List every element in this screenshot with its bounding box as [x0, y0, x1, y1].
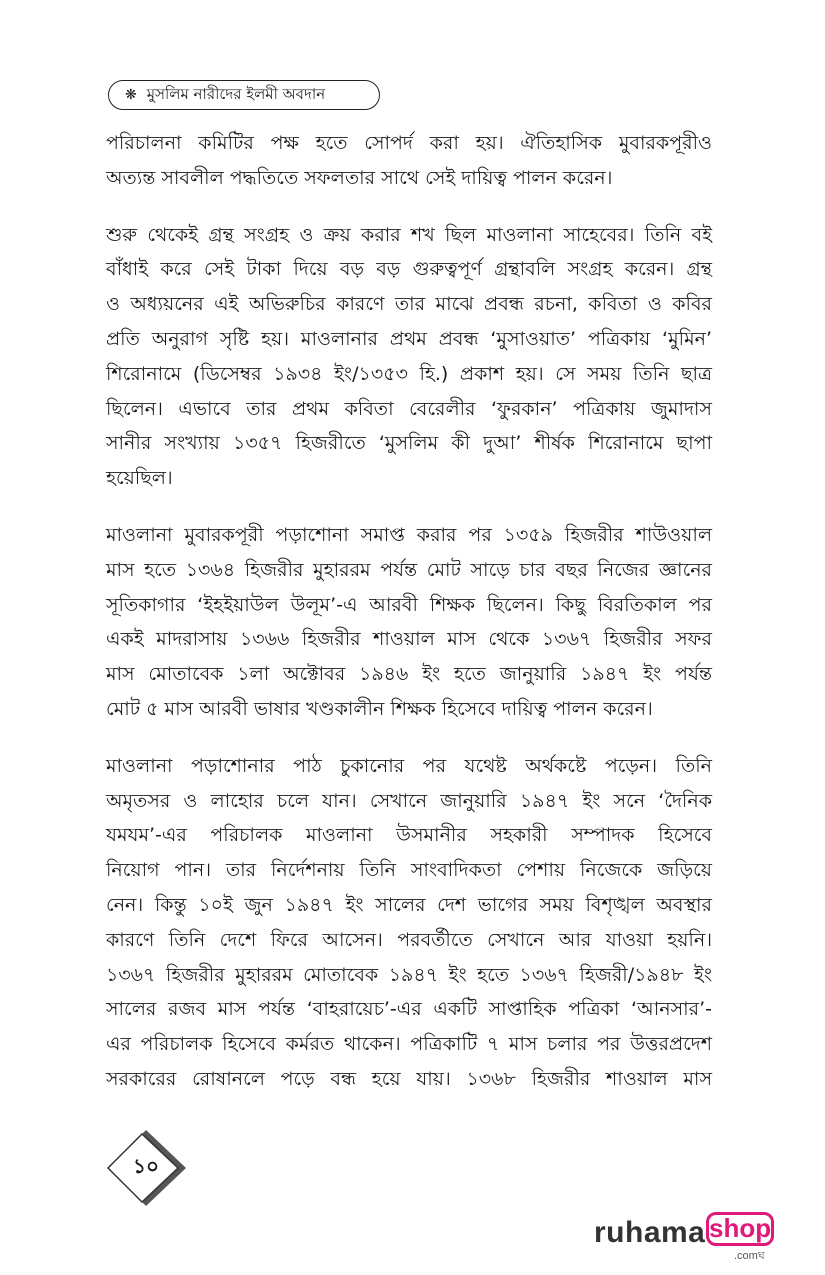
running-header-title: মুসলিম নারীদের ইলমী অবদান	[146, 84, 326, 103]
paragraph-1	[106, 126, 712, 196]
text-line: মোট ৫ মাস আরবী ভাষার খণ্ডকালীন শিক্ষক হিসেবে দায়িত্ব পালন করেন।	[106, 697, 653, 720]
text-line: মাস হতে ১৩৬৪ হিজরীর মুহাররম পর্যন্ত মোট সাড়ে চার বছর নিজের জ্ঞানের	[106, 558, 712, 581]
text-line: একই মাদরাসায় ১৩৬৬ হিজরীর শাওয়াল মাস থেকে ১৩৬৭ হিজরীর সফর	[106, 628, 712, 651]
logo-shop-badge: shop	[706, 1212, 774, 1246]
page-number-badge	[100, 1128, 190, 1208]
text-line: যমযম’-এর পরিচালক মাওলানা উসমানীর সহকারী সম্পাদক হিসেবে	[106, 824, 712, 847]
text-line: ছিলেন। এভাবে তার প্রথম কবিতা বেরেলীর ‘ফুরকান’ পত্রিকায় জুমাদাস	[106, 397, 712, 420]
publisher-logo	[594, 1210, 784, 1260]
text-line: শিরোনামে (ডিসেম্বর ১৯৩৪ ইং/১৩৫৩ হি.) প্রকাশ হয়। সে সময় তিনি ছাত্র	[106, 362, 712, 385]
text-line: অত্যন্ত সাবলীল পদ্ধতিতে সফলতার সাথে সেই দায়িত্ব পালন করেন।	[106, 166, 613, 189]
text-line: বাঁধাই করে সেই টাকা দিয়ে বড় বড় গুরুত্বপূর্ণ গ্রন্থাবলি সংগ্রহ করেন। গ্রন্থ	[106, 258, 712, 281]
text-line: অমৃতসর ও লাহোর চলে যান। সেখানে জানুয়ারি ১৯৪৭ ইং সনে ‘দৈনিক	[106, 789, 712, 812]
paragraph-2	[106, 218, 712, 496]
text-line: এর পরিচালক হিসেবে কর্মরত থাকেন। পত্রিকাটি ৭ মাস চলার পর উত্তরপ্রদেশ	[106, 1033, 712, 1056]
text-line: মাওলানা মুবারকপূরী পড়াশোনা সমাপ্ত করার পর ১৩৫৯ হিজরীর শাউওয়াল	[106, 523, 712, 546]
text-line: ১৩৬৭ হিজরীর মুহাররম মোতাবেক ১৯৪৭ ইং হতে ১৩৬৭ হিজরী/১৯৪৮ ইং	[106, 963, 712, 986]
logo-domain-text: .comঘ	[734, 1250, 765, 1262]
text-line: কারণে তিনি দেশে ফিরে আসেন। পরবর্তীতে সেখানে আর যাওয়া হয়নি।	[106, 928, 712, 951]
header-ornament-icon: ❋	[125, 87, 137, 103]
text-line: হয়েছিল।	[106, 467, 173, 490]
text-line: পরিচালনা কমিটির পক্ষ হতে সোপর্দ করা হয়। ঐতিহাসিক মুবারকপূরীও	[106, 132, 712, 154]
running-header	[108, 80, 380, 110]
text-line: শুরু থেকেই গ্রন্থ সংগ্রহ ও ক্রয় করার শখ ছিল মাওলানা সাহেবের। তিনি বই	[106, 223, 712, 246]
text-line: সানীর সংখ্যায় ১৩৫৭ হিজরীতে ‘মুসলিম কী দুআ’ শীর্ষক শিরোনামে ছাপা	[106, 432, 712, 455]
text-line: নিয়োগ পান। তার নির্দেশনায় তিনি সাংবাদিকতা পেশায় নিজেকে জড়িয়ে	[106, 859, 712, 882]
text-line: মাস মোতাবেক ১লা অক্টোবর ১৯৪৬ ইং হতে জানুয়ারি ১৯৪৭ ইং পর্যন্ত	[106, 663, 712, 686]
paragraph-4	[106, 749, 712, 1097]
paragraph-3	[106, 518, 712, 727]
text-line: সরকারের রোষানলে পড়ে বন্ধ হয়ে যায়। ১৩৬৮ হিজরীর শাওয়াল মাস	[106, 1067, 712, 1090]
page-number: ১০	[133, 1154, 159, 1178]
logo-brand-text: ruhama	[594, 1216, 706, 1249]
text-line: সালের রজব মাস পর্যন্ত ‘বাহরায়েচ’-এর একটি সাপ্তাহিক পত্রিকা ‘আনসার’-	[106, 998, 712, 1021]
text-line: ও অধ্যয়নের এই অভিরুচির কারণে তার মাঝে প্রবন্ধ রচনা, কবিতা ও কবির	[106, 293, 712, 316]
text-line: মাওলানা পড়াশোনার পাঠ চুকানোর পর যথেষ্ট অর্থকষ্টে পড়েন। তিনি	[106, 754, 712, 777]
text-line: নেন। কিন্তু ১০ই জুন ১৯৪৭ ইং সালের দেশ ভাগের সময় বিশৃঙ্খল অবস্থার	[106, 893, 712, 916]
text-line: প্রতি অনুরাগ সৃষ্টি হয়। মাওলানার প্রথম প্রবন্ধ ‘মুসাওয়াত’ পত্রিকায় ‘মুমিন’	[106, 327, 712, 350]
page-body	[106, 126, 712, 1119]
text-line: সূতিকাগার ‘ইহইয়াউল উলূম’-এ আরবী শিক্ষক ছিলেন। কিছু বিরতিকাল পর	[106, 593, 712, 616]
